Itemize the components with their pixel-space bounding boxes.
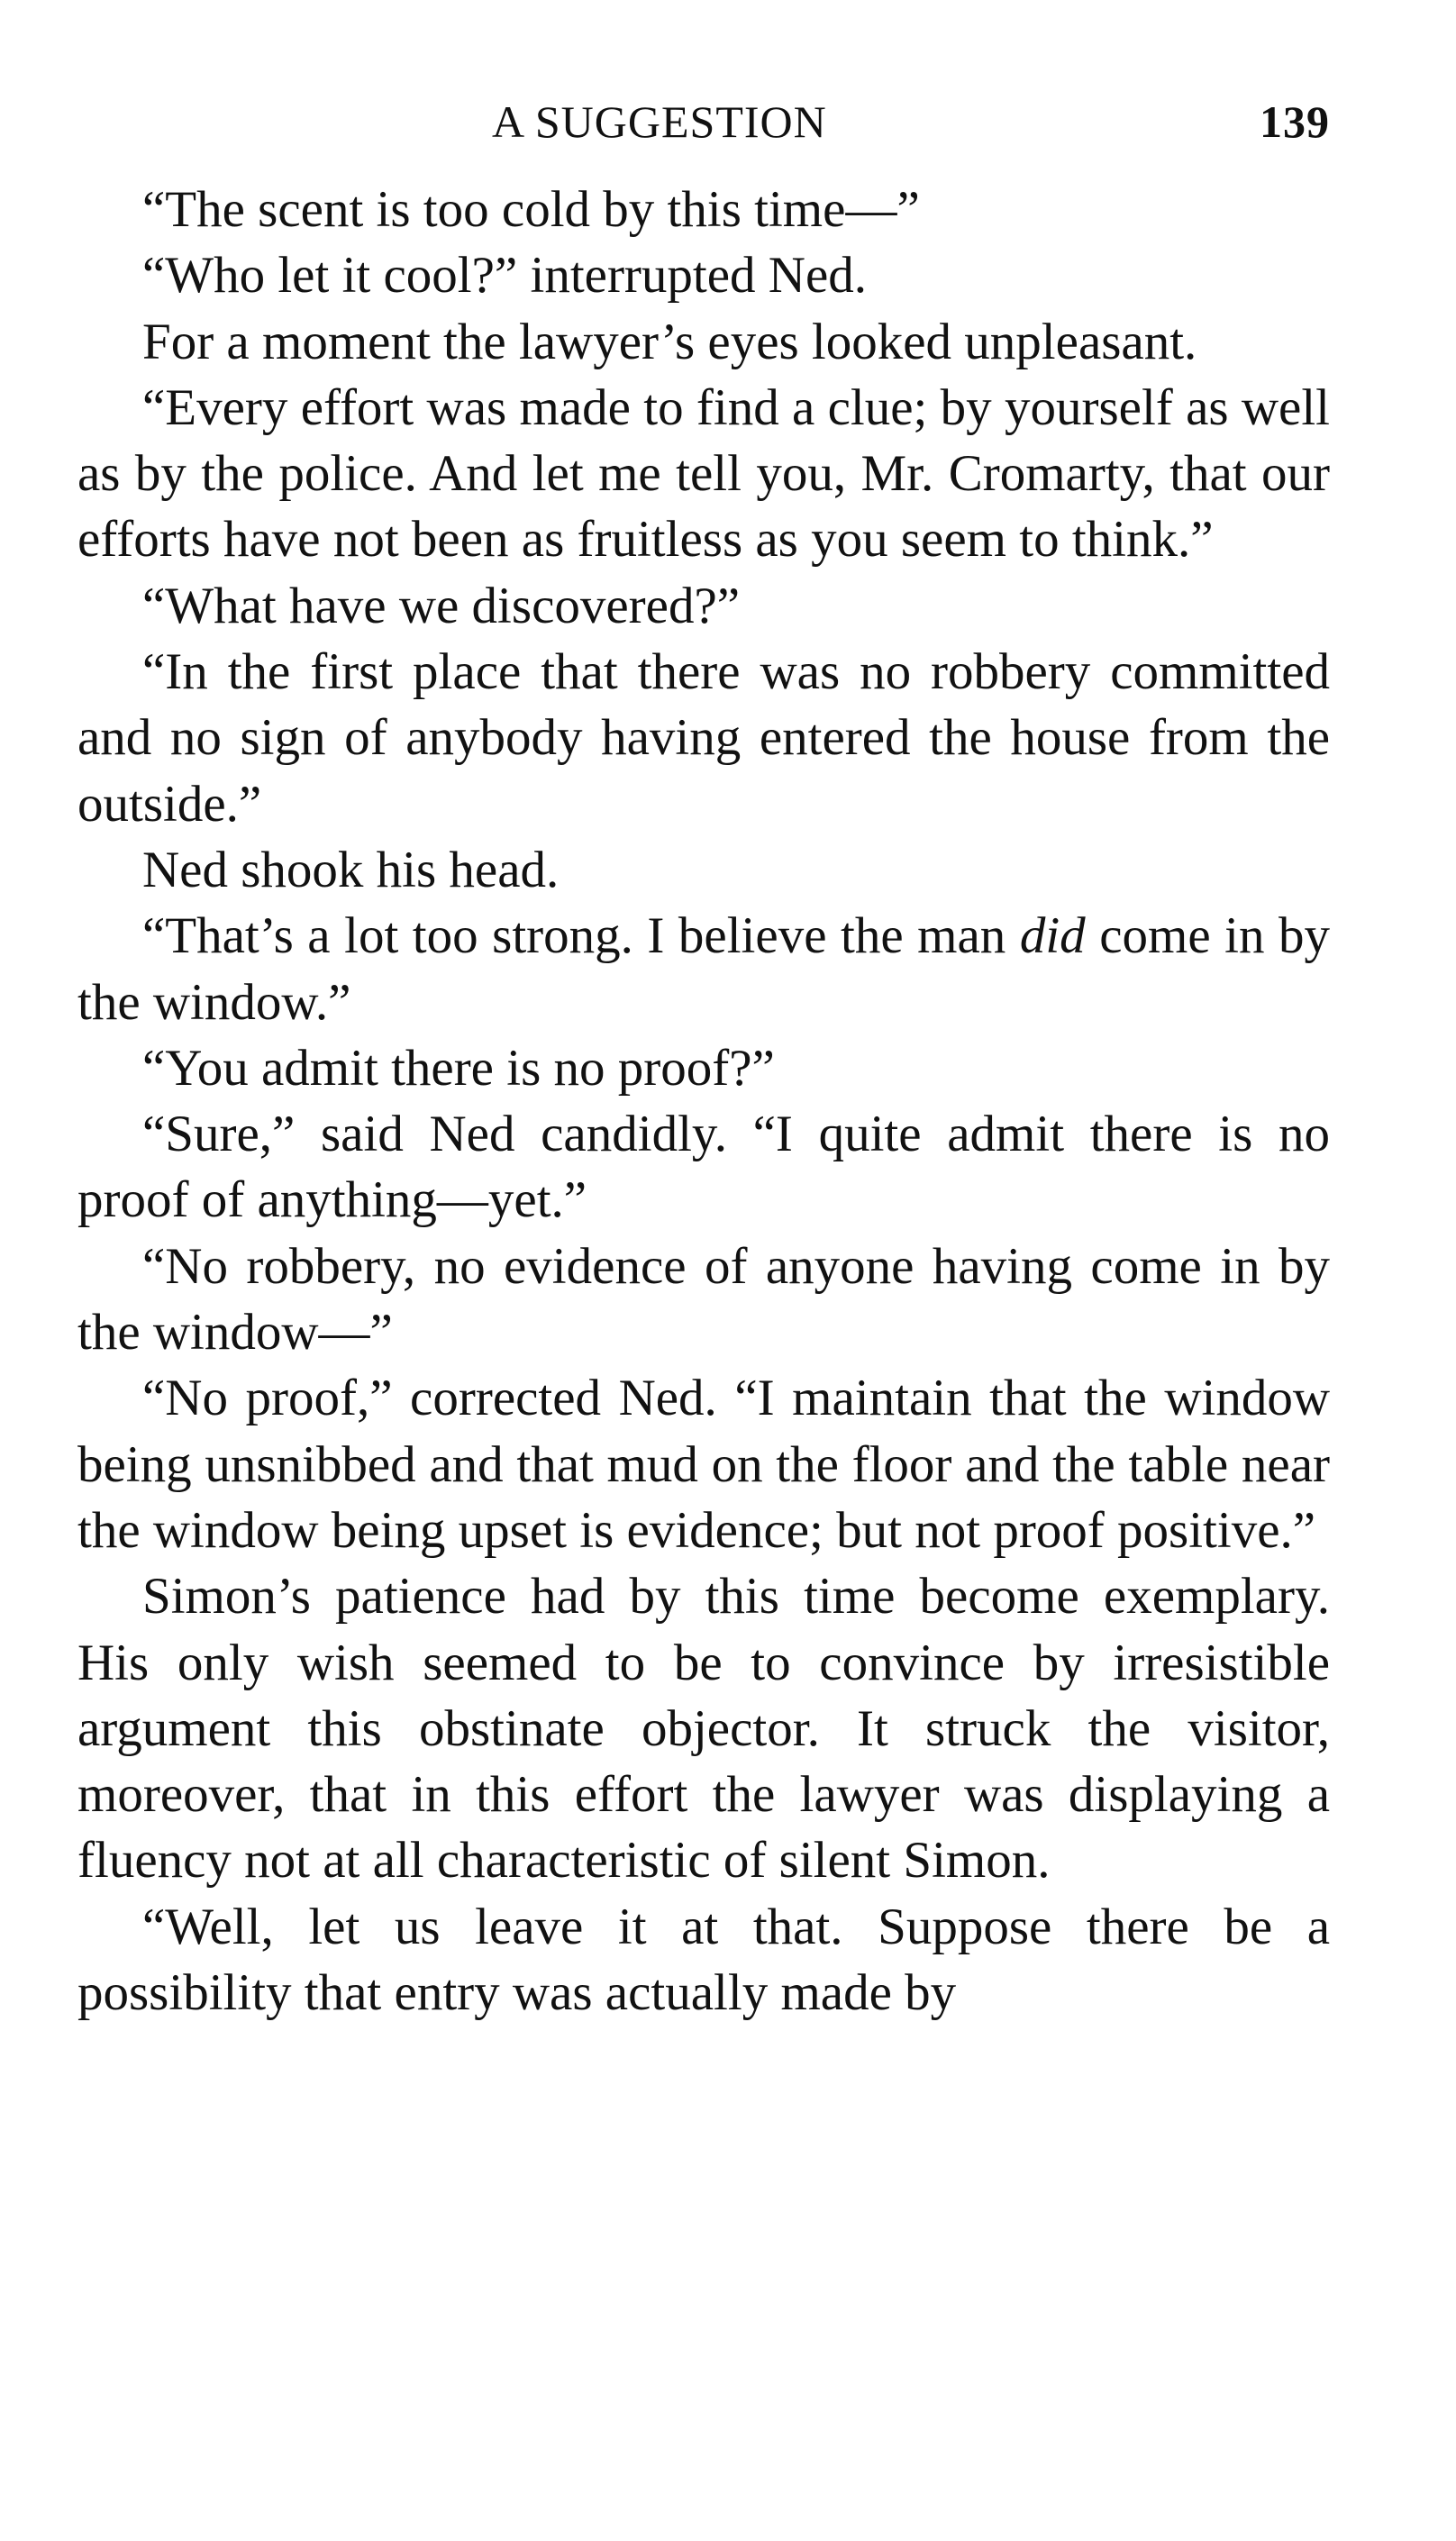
paragraph-text: come in by the window.” — [77, 907, 1330, 1031]
page-number: 139 — [1260, 96, 1330, 147]
paragraph: “No proof,” corrected Ned. “I maintain that the window being unsnibbed and that mud on the floor and the table near the window being upset is evidence; but not proof positive.” — [77, 1370, 1330, 1559]
paragraph: “Who let it cool?” interrupted Ned. — [142, 247, 868, 305]
paragraph: “Well, let us leave it at that. Suppose there be a possibility that entry was actually made by — [77, 1898, 1330, 2022]
paragraph: “You admit there is no proof?” — [142, 1039, 775, 1097]
paragraph: “The scent is too cold by this time—” — [142, 181, 920, 238]
paragraph: For a moment the lawyer’s eyes looked unpleasant. — [142, 313, 1197, 370]
paragraph: “In the first place that there was no robbery committed and no sign of anybody having entered the house from the outside.” — [77, 643, 1330, 833]
paragraph-text: “That’s a lot too strong. I believe the man — [142, 907, 1020, 965]
paragraph: Ned shook his head. — [142, 841, 560, 898]
paragraph: “No robbery, no evidence of anyone having come in by the window—” — [77, 1237, 1330, 1362]
running-head — [77, 90, 1330, 153]
emphasized-word: did — [1019, 907, 1086, 965]
paragraph: “Sure,” said Ned candidly. “I quite admit there is no proof of anything—yet.” — [77, 1106, 1330, 1229]
body-text — [77, 177, 1330, 2026]
paragraph: Simon’s patience had by this time become exemplary. His only wish seemed to be to convince by irresistible argument this obstinate objector. It struck the visitor, moreover, that in this effort the lawyer was displaying a fluency not at all characteristic of silent Simon. — [77, 1568, 1330, 1890]
running-title: A SUGGESTION — [492, 96, 827, 147]
paragraph: “Every effort was made to find a clue; by yourself as well as by the police. And let me tell you, Mr. Cromarty, that our efforts have not been as fruitless as you seem to think.” — [77, 378, 1330, 569]
paragraph — [77, 903, 1330, 1035]
paragraph: “What have we discovered?” — [142, 577, 741, 634]
